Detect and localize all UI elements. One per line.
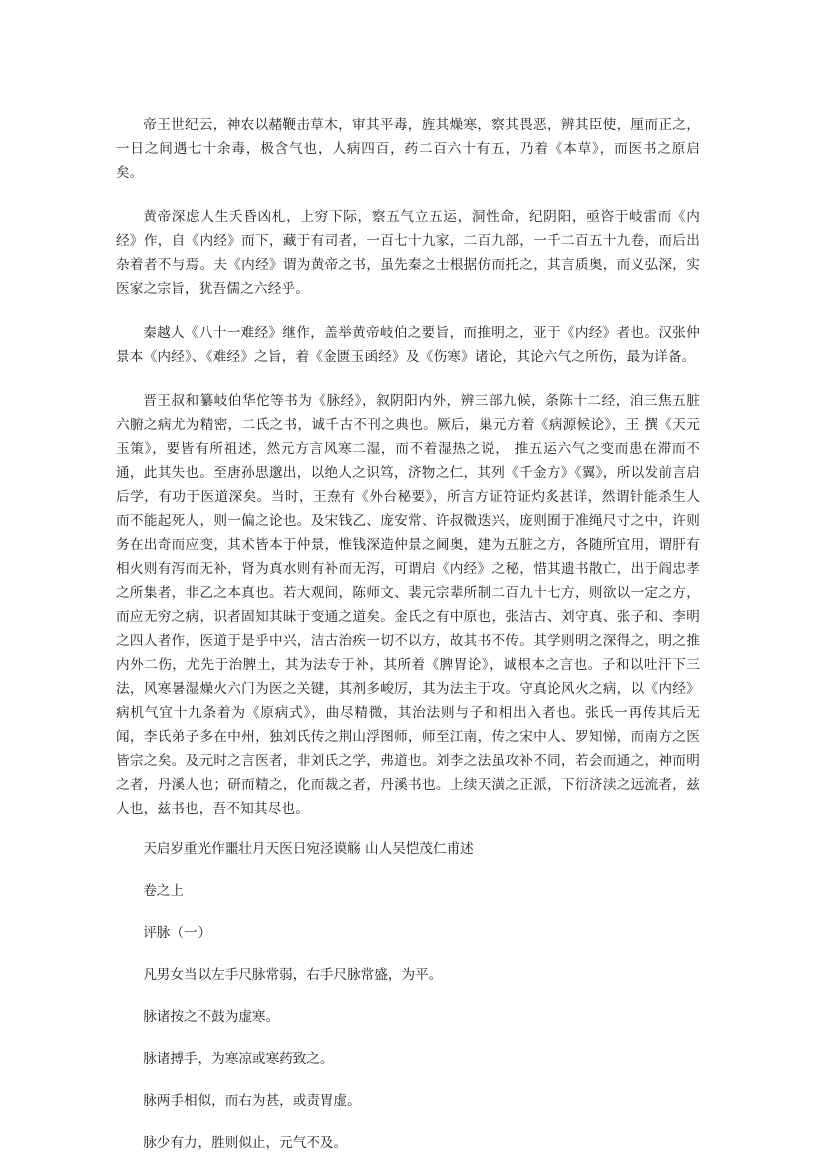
- paragraph-preface-4: 晋王叔和纂岐伯华佗等书为《脉经》，叙阴阳内外，辨三部九候，条陈十二经，洎三焦五脏六腑之病尤为精密，二氏之书，诚千古不刊之典也。厥后，巢元方着《病源候论》，王 撰《天元玉策》，要皆有所祖述，然元方言风寒二湿，而不着湿热之说， 推五运六气之变而患在滞而不通，此其失也。至唐孙思邈出，以绝人之识笃，济物之仁，其列《千金方》《翼》，所以发前言启后学，有功于医道深矣。当时，王焘有《外台秘要》，所言方证符证灼炙甚详，然谓针能杀生人而不能起死人，则一偏之论也。及宋钱乙、庞安常、许叔微迭兴，庞则囿于准绳尺寸之中，许则务在出奇而应变，其术皆本于仲景，惟钱深造仲景之阃奥，建为五脏之方，各随所宜用，谓肝有相火则有泻而无补，肾为真水则有补而无泻，可谓启《内经》之秘，惜其遗书散亡，出于阎忠孝之所集者，非乙之本真也。若大观间，陈师文、裴元宗辈所制二百九十七方，则欲以一定之方，而应无穷之病，识者固知其昧于变通之道矣。金氏之有中原也，张洁古、刘守真、张子和、李明之四人者作，医道于是乎中兴，洁古治疾一切不以方，故其书不传。其学则明之深得之，明之推内外二伤，尤先于治脾土，其为法专于补，其所着《脾胃论》，诚根本之言也。子和以吐汗下三法，风寒暑湿燥火六门为医之关键，其剂多峻厉，其为法主于攻。守真论风火之病，以《内经》病机气宜十九条着为《原病式》，曲尽精微，其治法则与子和相出入者也。张氏一再传其后无闻，李氏弟子多在中州，独刘氏传之荆山浮图师，师至江南，传之宋中人、罗知悌，而南方之医皆宗之矣。及元时之言医者，非刘氏之学，弗道也。刘李之法虽攻补不同，若会而通之，神而明之者，丹溪人也；研而精之，化而裁之者，丹溪书也。上续天潢之正派，下衍济渎之远流者，兹人也，兹书也，吾不知其尽也。: [116, 393, 700, 817]
- pulse-line-5: 脉少有力，胜则似止，元气不及。: [143, 1135, 348, 1151]
- section-heading: 评脉（一）: [143, 925, 212, 941]
- paragraph-preface-2: 黄帝深虑人生夭昏凶札，上穷下际，察五气立五运，洞性命，纪阴阳，亟咨于岐雷而《内经》作，自《内经》而下，藏于有司者，一百七十九家，二百九部，一千二百五十九卷，而后出杂着者不与焉。夫《内经》谓为黄帝之书，虽先秦之士根据仿而托之，其言质奥，而义弘深，实医家之宗旨，犹吾儒之六经乎。: [116, 209, 700, 297]
- pulse-line-4: 脉两手相似，而右为甚，或责胃虚。: [143, 1093, 361, 1109]
- document-page: [116, 113, 700, 1173]
- pulse-line-3: 脉诸搏手，为寒凉或寒药致之。: [143, 1051, 334, 1067]
- paragraph-preface-1: 帝王世纪云，神农以赭鞭击草木，审其平毒，旌其燥寒，察其畏恶，辨其臣使，厘而正之，一日之间遇七十余毒，极含气也，人病四百，药二百六十有五，乃着《本草》，而医书之原启矣。: [116, 117, 700, 181]
- volume-heading: 卷之上: [143, 883, 184, 899]
- pulse-line-1: 凡男女当以左手尺脉常弱，右手尺脉常盛，为平。: [143, 967, 443, 983]
- paragraph-preface-3: 秦越人《八十一难经》继作，盖举黄帝岐伯之要旨，而推明之，亚于《内经》者也。汉张仲景本《内经》、《难经》之旨，着《金匮玉函经》及《伤寒》诸论，其论六气之所伤，最为详备。: [116, 325, 700, 365]
- pulse-line-2: 脉诸按之不鼓为虚寒。: [143, 1009, 280, 1025]
- author-line: 天启岁重光作噩壮月天医日宛泾谟觞 山人吴恺茂仁甫述: [143, 841, 474, 857]
